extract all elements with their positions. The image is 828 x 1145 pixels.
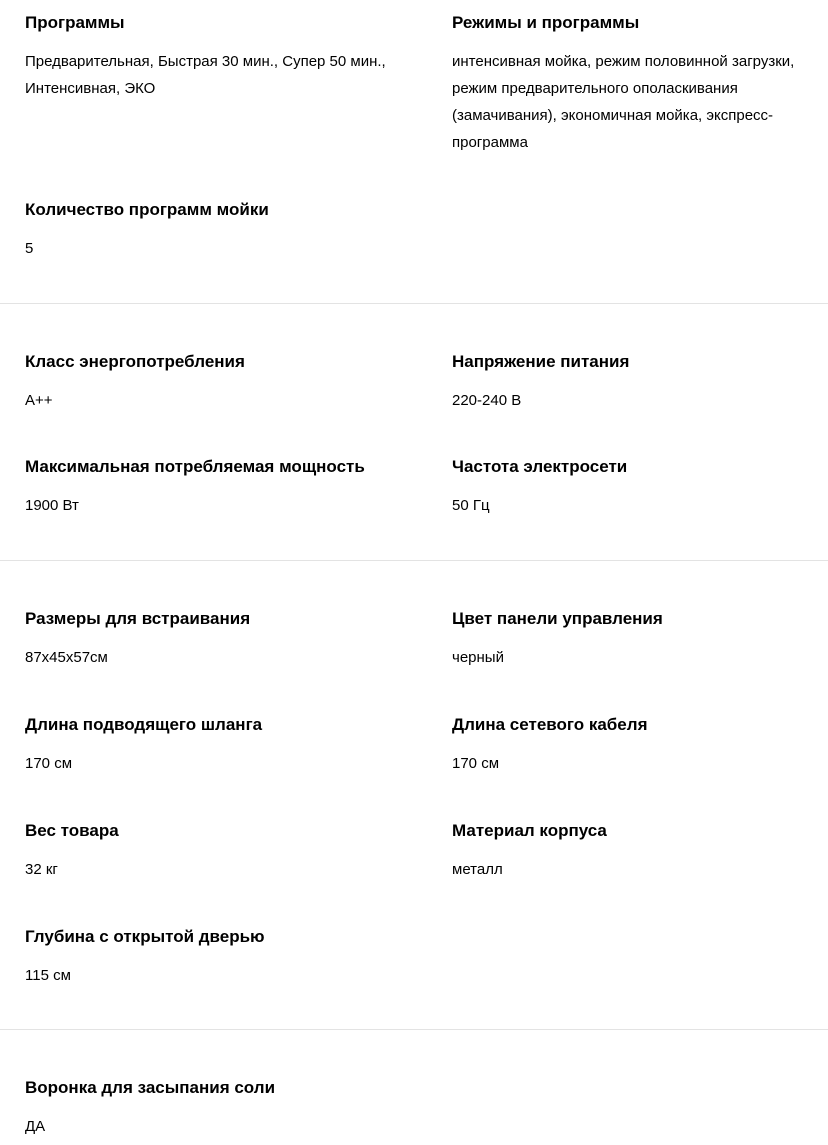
spec-label: Длина подводящего шланга <box>25 715 263 734</box>
spec-item-product-weight <box>25 820 405 883</box>
spec-label: Режимы и программы <box>452 13 640 32</box>
spec-value: 1900 Вт <box>25 497 79 514</box>
spec-value: 5 <box>25 240 34 257</box>
spec-value: 170 см <box>452 755 500 772</box>
spec-value: 50 Гц <box>452 497 490 514</box>
section-divider <box>0 560 828 561</box>
section-divider <box>0 303 828 304</box>
spec-value: 87x45x57см <box>25 649 108 666</box>
spec-value: 32 кг <box>25 861 58 878</box>
spec-item-supply-voltage <box>452 351 822 414</box>
spec-item-depth-door-open <box>25 926 405 989</box>
spec-label: Напряжение питания <box>452 352 630 371</box>
spec-label: Длина сетевого кабеля <box>452 715 648 734</box>
spec-item-energy-class <box>25 351 405 414</box>
spec-item-modes-and-programs <box>452 12 822 156</box>
spec-item-salt-funnel <box>25 1077 405 1140</box>
spec-label: Количество программ мойки <box>25 200 269 219</box>
section-divider <box>0 1029 828 1030</box>
spec-value: Предварительная, Быстрая 30 мин., Супер 50 мин., Интенсивная, ЭКО <box>25 53 386 97</box>
spec-item-inlet-hose-length <box>25 714 405 777</box>
spec-item-programs <box>25 12 405 102</box>
spec-label: Размеры для встраивания <box>25 609 251 628</box>
spec-item-body-material <box>452 820 822 883</box>
spec-value: 170 см <box>25 755 73 772</box>
spec-label: Максимальная потребляемая мощность <box>25 457 365 476</box>
spec-item-max-power <box>25 456 405 519</box>
spec-label: Материал корпуса <box>452 821 607 840</box>
spec-item-mains-frequency <box>452 456 822 519</box>
spec-value: ДА <box>25 1118 46 1135</box>
spec-item-control-panel-color <box>452 608 822 671</box>
spec-value: черный <box>452 649 504 666</box>
spec-value: 220-240 В <box>452 392 522 409</box>
spec-label: Воронка для засыпания соли <box>25 1078 276 1097</box>
spec-label: Вес товара <box>25 821 119 840</box>
spec-label: Класс энергопотребления <box>25 352 245 371</box>
spec-label: Цвет панели управления <box>452 609 663 628</box>
spec-label: Глубина с открытой дверью <box>25 927 265 946</box>
spec-label: Частота электросети <box>452 457 628 476</box>
spec-value: A++ <box>25 392 53 409</box>
spec-item-wash-program-count <box>25 199 405 262</box>
spec-item-power-cable-length <box>452 714 822 777</box>
spec-label: Программы <box>25 13 125 32</box>
spec-value: металл <box>452 861 503 878</box>
spec-value: 115 см <box>25 967 71 984</box>
spec-item-built-in-dimensions <box>25 608 405 671</box>
spec-value: интенсивная мойка, режим половинной загрузки, режим предварительного ополаскивания (замачивания), экономичная мойка, экспресс-программа <box>452 53 795 151</box>
